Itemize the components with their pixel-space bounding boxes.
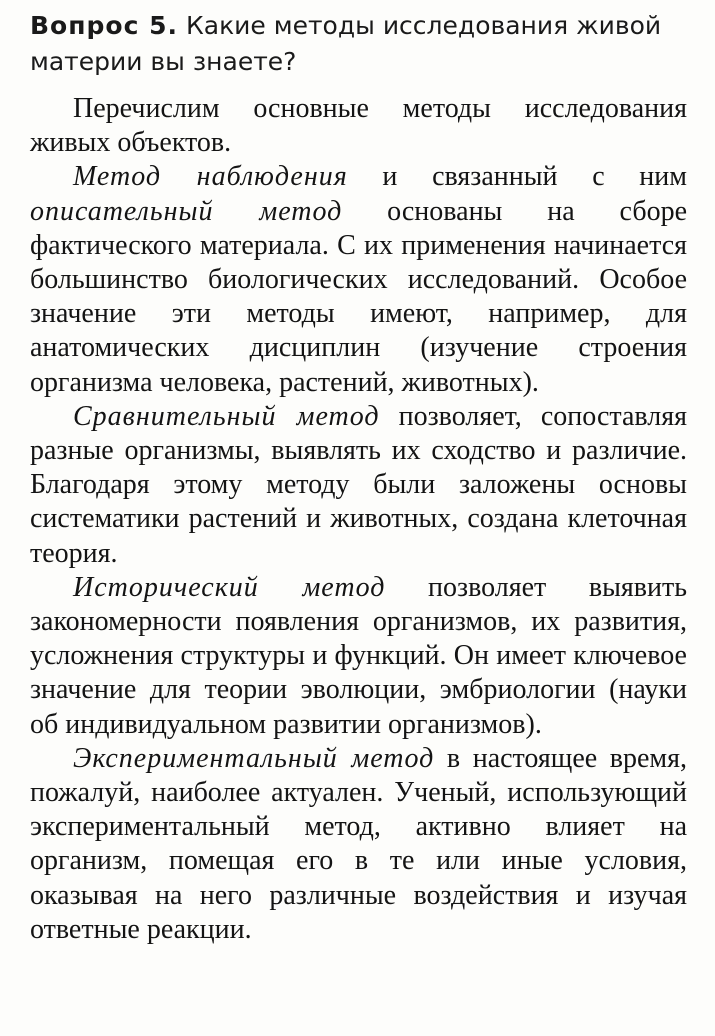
observation-text: основаны на сборе фактического материала. С их применения начинается большинство биологических исследований. Особое значение эти методы имеют, например, для анатомических дисциплин (изучение строения организма человека, растений, животных). [30, 195, 687, 398]
comparative-paragraph [30, 400, 687, 571]
historical-paragraph [30, 571, 687, 742]
answer-body [30, 92, 687, 947]
descriptive-method-term: описательный метод [30, 195, 343, 227]
observation-paragraph [30, 160, 687, 399]
experimental-paragraph [30, 742, 687, 947]
question-text: Какие методы исследования живой материи вы знаете? [30, 11, 662, 76]
question-heading [30, 8, 690, 80]
question-label: Вопрос 5. [30, 11, 178, 40]
experimental-text: в настоящее время, пожалуй, наиболее актуален. Ученый, использующий экспериментальный метод, активно влияет на организм, помещая его в те или иные условия, оказывая на него различные воздействия и изучая ответные реакции. [30, 742, 688, 945]
intro-text: Перечислим основные методы исследования живых объектов. [30, 93, 687, 159]
comparative-method-term: Сравнительный метод [73, 400, 380, 432]
experimental-method-term: Экспериментальный метод [73, 742, 435, 774]
historical-text: позволяет выявить закономерности появления организмов, их развития, усложнения структуры и функций. Он имеет ключевое значение для теории эволюции, эмбриологии (науки об индивидуальном развитии организмов). [30, 571, 687, 740]
observation-method-term: Метод наблюдения [73, 161, 348, 193]
historical-method-term: Исторический метод [73, 571, 386, 603]
comparative-text: позволяет, сопоставляя разные организмы, выявлять их сходство и различие. Благодаря этому методу были заложены основы систематики растений и животных, создана клеточная теория. [30, 400, 687, 569]
observation-connector: и связанный с ним [347, 161, 687, 193]
intro-paragraph [30, 92, 687, 160]
